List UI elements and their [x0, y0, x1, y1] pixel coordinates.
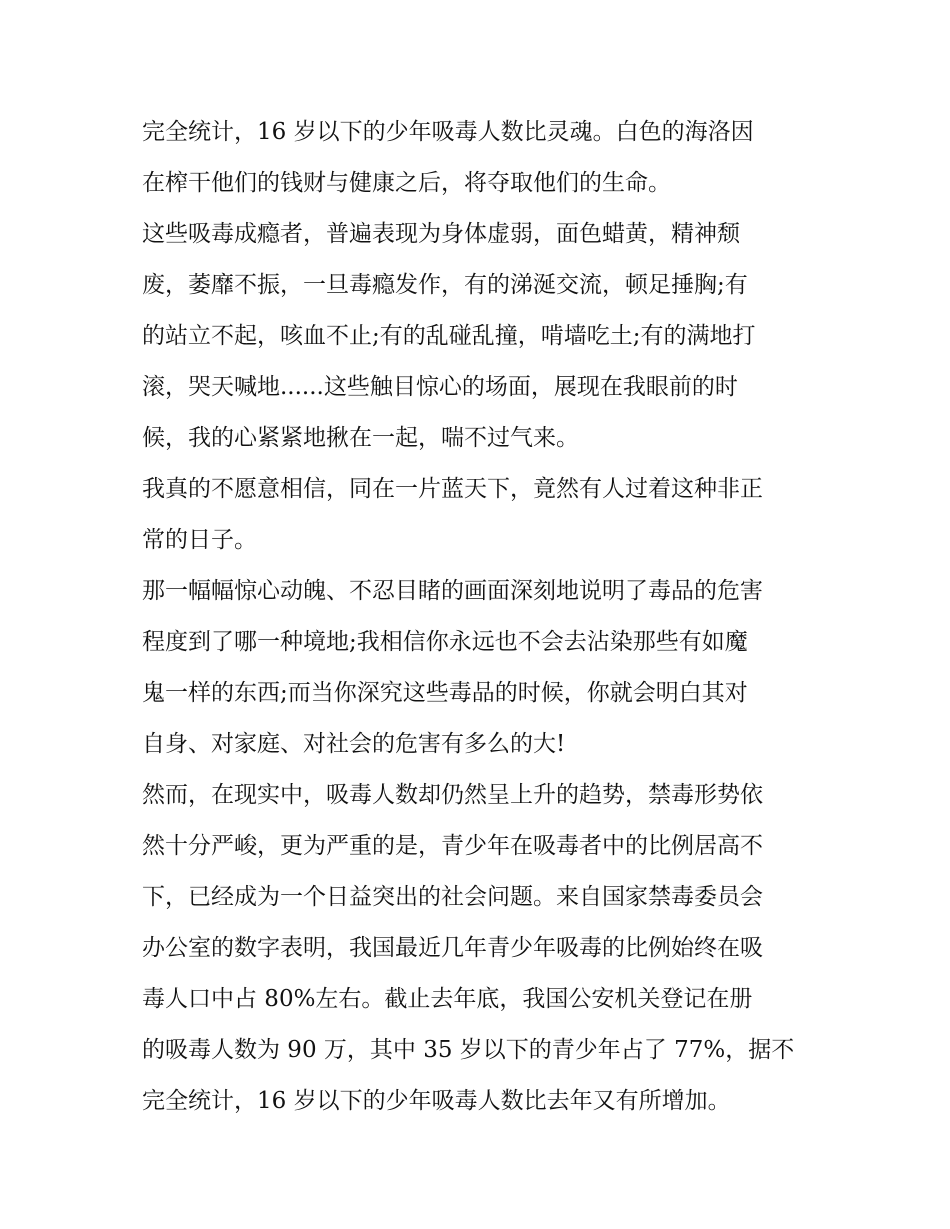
text-line: 的吸毒人数为 90 万，其中 35 岁以下的青少年占了 77%，据不 — [142, 1037, 795, 1063]
text-line: 常的日子。 — [142, 527, 257, 553]
text-line: 我真的不愿意相信，同在一片蓝天下，竟然有人过着这种非正 — [142, 476, 763, 502]
text-line: 那一幅幅惊心动魄、不忍目睹的画面深刻地说明了毒品的危害 — [142, 578, 763, 604]
text-line: 然十分严峻，更为严重的是，青少年在吸毒者中的比例居高不 — [142, 833, 763, 859]
text-line: 这些吸毒成瘾者，普遍表现为身体虚弱，面色蜡黄，精神颓 — [142, 221, 740, 247]
text-line: 废，萎靡不振，一旦毒瘾发作，有的涕涎交流，顿足捶胸;有 — [142, 272, 748, 298]
text-line: 程度到了哪一种境地;我相信你永远也不会去沾染那些有如魔 — [142, 629, 748, 655]
text-line: 然而，在现实中，吸毒人数却仍然呈上升的趋势，禁毒形势依 — [142, 782, 763, 808]
text-line: 滚，哭天喊地......这些触目惊心的场面，展现在我眼前的时 — [142, 374, 738, 400]
text-line: 毒人口中占 80%左右。截止去年底，我国公安机关登记在册 — [142, 986, 753, 1012]
text-line: 在榨干他们的钱财与健康之后，将夺取他们的生命。 — [142, 170, 671, 196]
text-line: 完全统计，16 岁以下的少年吸毒人数比去年又有所增加。 — [142, 1088, 731, 1114]
text-line: 候，我的心紧紧地揪在一起，喘不过气来。 — [142, 425, 579, 451]
text-line: 办公室的数字表明，我国最近几年青少年吸毒的比例始终在吸 — [142, 935, 763, 961]
text-line: 完全统计，16 岁以下的少年吸毒人数比灵魂。白色的海洛因 — [142, 119, 754, 145]
text-line: 鬼一样的东西;而当你深究这些毒品的时候，你就会明白其对 — [142, 680, 748, 706]
document-body — [142, 107, 822, 1127]
text-line: 自身、对家庭、对社会的危害有多么的大! — [142, 731, 566, 757]
text-line: 下，已经成为一个日益突出的社会问题。来自国家禁毒委员会 — [142, 884, 763, 910]
text-line: 的站立不起，咳血不止;有的乱碰乱撞，啃墙吃土;有的满地打 — [142, 323, 756, 349]
